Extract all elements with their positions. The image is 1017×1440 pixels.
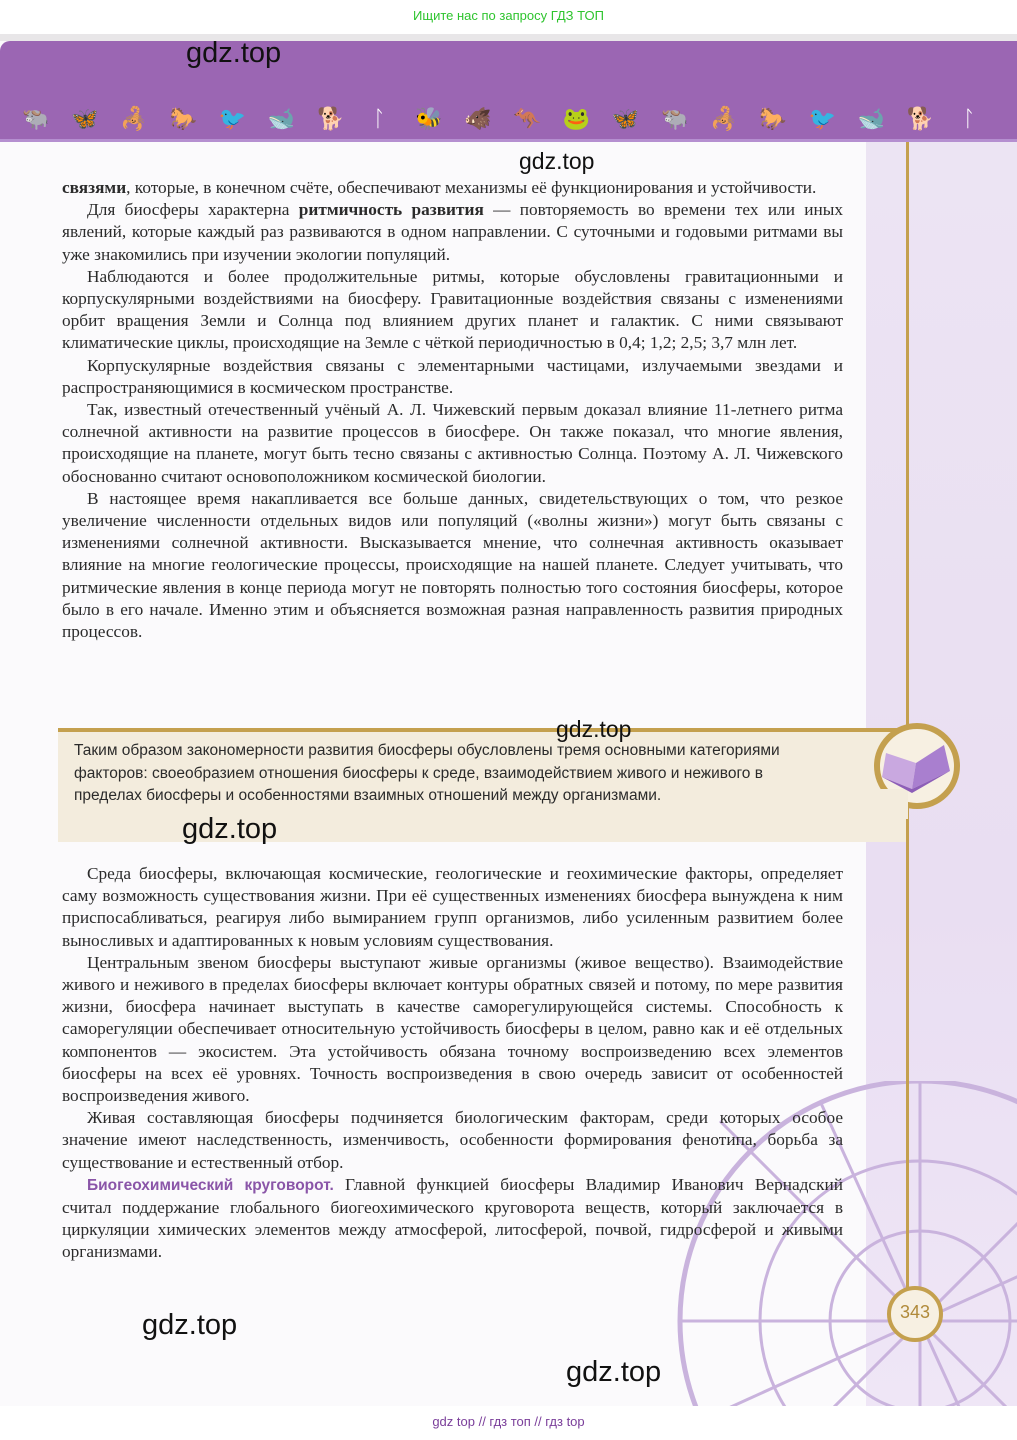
summary-text: Таким образом закономерности развития биосферы обусловлены тремя основными категориями факторов: своеобразием отношения биосферы к среде, взаимодействием живого и неживого в пределах биосферы и особенностями взаимных отношений между организмами. — [74, 742, 780, 804]
scorpion-icon: 🦂 — [710, 106, 738, 131]
bison-icon: 🐃 — [661, 106, 689, 131]
kangaroo-icon: 🦘 — [513, 106, 541, 131]
paragraph: В настоящее время накапливается все больше данных, свидетельствующих о том, что резкое увеличение численности отдельных видов или популяций («волны жизни») могут быть связаны с изменениями солнечной активности. Высказывается мнение, что солнечная активность оказывает влияние на многие геологические процессы, происходящие на нашей планете. Следует учитывать, что ритмические явления в конце периода могут не повторять полностью того состояния биосферы, которое было в его начале. Именно этим и объясняется возможная разная направленность развития природных процессов. — [62, 488, 843, 642]
page-header-band — [0, 41, 1017, 142]
section-heading: Биогеохимический круговорот. — [87, 1176, 334, 1194]
bird-icon: 🐦 — [218, 106, 247, 131]
butterfly-icon: 🦋 — [611, 106, 640, 131]
watermark: gdz.top — [142, 1309, 238, 1341]
watermark: gdz.top — [519, 148, 595, 174]
butterfly-icon: 🦋 — [71, 106, 99, 131]
open-book-icon — [872, 719, 962, 819]
watermark: gdz.top — [182, 813, 278, 845]
hyena-icon: 🐕 — [316, 106, 345, 131]
frog-icon: 🐸 — [562, 106, 591, 131]
horse-icon: 🐎 — [169, 106, 197, 131]
paragraph: Для биосферы характерна ритмичность развития — повторяемость во времени тех или иных явлений, которые каждый раз развиваются в одном направлении. С суточными и годовыми ритмами вы уже знакомились при изучении экологии популяций. — [62, 200, 844, 264]
whale-icon: 🐋 — [267, 106, 296, 131]
textbook-page — [0, 41, 1017, 1406]
page-number: 343 — [899, 1302, 931, 1322]
paragraph: Так, известный отечественный учёный А. Л. Чижевский первым доказал влияние 11-летнего ритма солнечной активности на развитие процессов в биосфере. Он также показал, что многие явления, происходящие на планете, могут быть тесно связаны с активностью Солнца. Поэтому А. Л. Чижевского обоснованно считают основоположником космической биологии. — [62, 400, 843, 486]
paragraph: Наблюдаются и более продолжительные ритмы, которые обусловлены гравитационными и корпускулярными воздействиями на биосферу. Гравитационные воздействия связаны с изменениями орбит вращения Земли и Солнца под влиянием других планет и галактик. С ними связывают климатические циклы, происходящие на Земле с чёткой периодичностью в 0,4; 1,2; 2,5; 3,7 млн лет. — [62, 266, 843, 353]
watermark: gdz.top — [566, 1356, 662, 1388]
body-text-lower — [62, 863, 843, 1264]
bird-icon: 🐦 — [808, 106, 836, 131]
paragraph: связями, которые, в конечном счёте, обеспечивают механизмы её функционирования и устойчивости. — [62, 178, 817, 197]
search-banner: Ищите нас по запросу ГДЗ ТОП — [413, 8, 604, 23]
paragraph: Среда биосферы, включающая космические, геологические и геохимические факторы, определяет саму возможность существования жизни. При её существенных изменениях биосфера вынуждена к ним приспосабливаться, реагируя либо вымиранием групп организмов, либо усиленным развитием более выносливых и адаптированных к новым условиям существования. — [62, 864, 843, 950]
watermark: gdz.top — [556, 716, 632, 742]
paragraph: Центральным звеном биосферы выступают живые организмы (живое вещество). Взаимодействие живого и неживого в пределах биосферы включает контуры обратных связей и потому, по мере развития жизни, биосфера начинает выступать в качестве саморегулирующейся системы. Способность к саморегуляции обеспечивает относительную устойчивость биосферы в целом, равно как и её отдельных компонентов — экосистем. Эта устойчивость обязана точному воспроизведению всех элементов биосферы на всех её уровнях. Точность воспроизведения в свою очередь зависит от особенностей воспроизведения живого. — [62, 952, 843, 1106]
animal-silhouette-strip — [22, 105, 982, 133]
meerkat-icon: ᛚ — [962, 106, 976, 131]
horse-icon: 🐎 — [759, 106, 787, 131]
paragraph: Биогеохимический круговорот. Главной функцией биосферы Владимир Иванович Вернадский считал поддержание глобального биогеохимического круговорота веществ, который заключается в циркуляции химических элементов между атмосферой, литосферой, почвой, гидросферой и живыми организмами. — [62, 1174, 843, 1262]
meerkat-icon: ᛚ — [372, 106, 386, 131]
watermark: gdz.top — [186, 41, 282, 69]
hyena-icon: 🐕 — [906, 106, 935, 131]
body-text-upper — [62, 177, 843, 643]
boar-icon: 🐗 — [464, 106, 492, 131]
footer-links: gdz top // гдз топ // гдз top — [0, 1406, 1017, 1440]
whale-icon: 🐋 — [857, 106, 886, 131]
paragraph: Живая составляющая биосферы подчиняется биологическим факторам, среди которых особое значение имеют наследственность, изменчивость, особенности формирования фенотипа, борьба за существование и естественный отбор. — [62, 1108, 843, 1172]
scorpion-icon: 🦂 — [120, 106, 148, 131]
bison-icon: 🐃 — [22, 106, 50, 131]
key-term: ритмичность развития — [298, 200, 484, 220]
paragraph: Корпускулярные воздействия связаны с элементарными частицами, излучаемыми звездами и распространяющимися в космическом пространстве. — [62, 355, 843, 397]
insect-icon: 🐝 — [415, 106, 443, 131]
page-gap — [0, 34, 1017, 41]
